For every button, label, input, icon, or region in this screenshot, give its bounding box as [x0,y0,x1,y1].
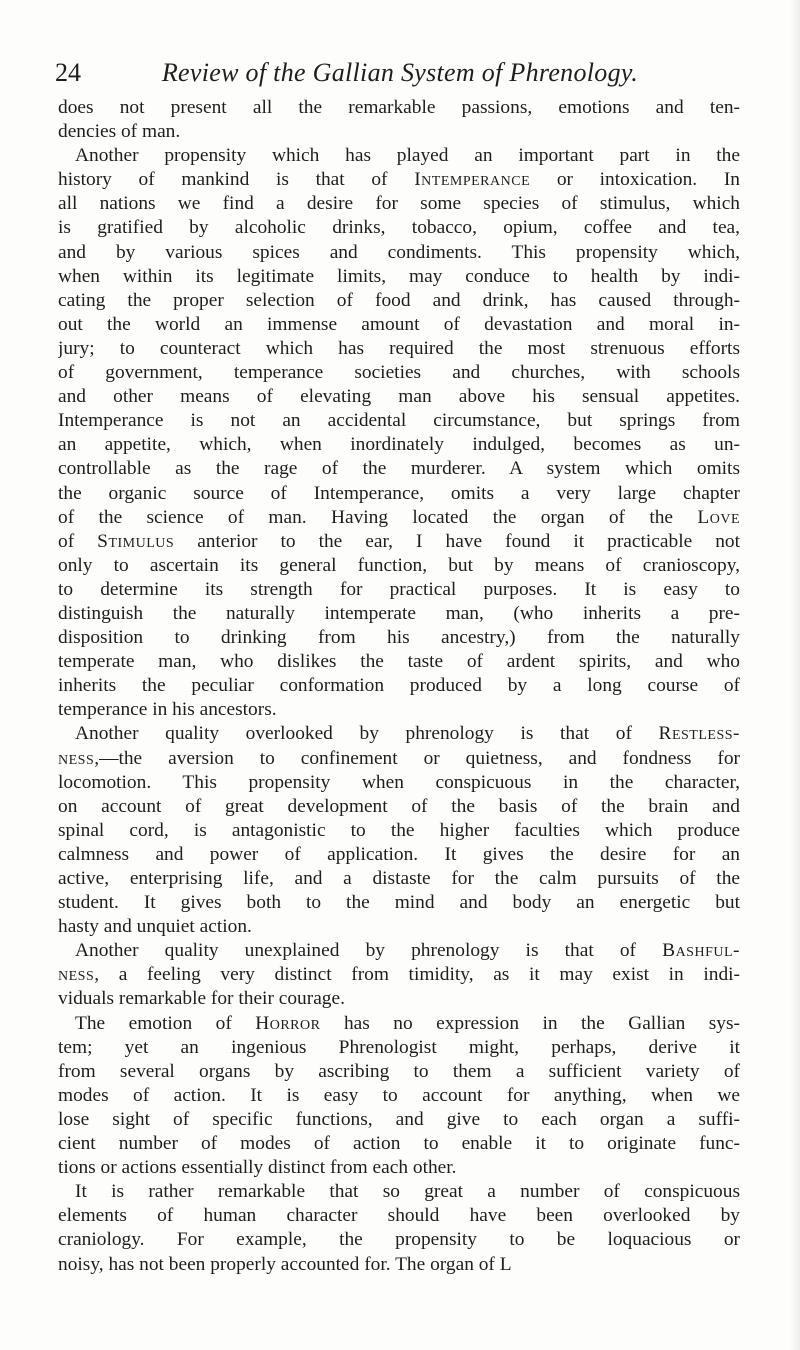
text-line: jury; to counteract which has required the most strenuous efforts [58,337,740,359]
text-line: calmness and power of application. It gives the desire for an [58,843,740,865]
text-line: elements of human character should have been overlooked by [58,1205,740,1227]
text-line: controllable as the rage of the murderer. A system which omits [58,458,740,480]
running-title: Review of the Gallian System of Phrenology. [161,58,639,87]
text-line: out the world an immense amount of devastation and moral in- [58,313,740,335]
text-line: from several organs by ascribing to them a sufficient variety of [58,1060,740,1082]
text-line: tem; yet an ingenious Phrenologist might, perhaps, derive it [58,1036,740,1058]
text-line: to determine its strength for practical purposes. It is easy to [58,578,740,600]
term-restlessness: Restless- [658,723,740,745]
text-run: of the science of man. Having located the organ of the [58,506,698,528]
text-run: has no expression in the Gallian sys- [320,1012,740,1034]
text-line: and other means of elevating man above his sensual appetites. [58,386,740,408]
term-horror: Horror [255,1012,321,1034]
text-line: an appetite, which, when inordinately indulged, becomes as un- [58,434,740,456]
text-line [58,506,740,530]
text-line: student. It gives both to the mind and body an energetic but [58,892,740,914]
text-line: active, enterprising life, and a distaste for the calm pursuits of the [58,868,740,889]
text-run: anterior to the ear, I have found it practicable not [174,530,740,552]
body-text [58,96,740,1277]
text-run: Another quality unexplained by phrenology is that of [75,940,663,962]
text-run: or intoxication. In [530,169,740,191]
text-line [58,722,740,746]
text-line: lose sight of specific functions, and give to each organ a suffi- [58,1108,740,1130]
text-line [58,1012,740,1036]
text-run: ,—the aversion to confinement or quietness, and fondness for [94,747,740,769]
text-run: Another quality overlooked by phrenology is that of [75,723,659,745]
term-intemperance: Intemperance [414,169,531,191]
text-line: dencies of man. [58,121,181,143]
text-line: craniology. For example, the propensity to be loquacious or [58,1229,740,1251]
text-line: locomotion. This propensity when conspicuous in the character, [58,771,740,793]
text-line: and by various spices and condiments. This propensity which, [58,241,740,263]
text-line: cating the proper selection of food and drink, has caused through- [58,289,740,311]
text-line: does not present all the remarkable passions, emotions and ten- [58,97,740,118]
text-line: cient number of modes of action to enable it to originate func- [58,1133,740,1155]
term-restlessness-cont: ness [58,747,95,769]
term-bashfulness-cont: ness [58,964,95,986]
page-edge-shadow [790,0,800,1350]
text-line [58,939,740,963]
text-line: distinguish the naturally intemperate man, (who inherits a pre- [58,602,740,624]
text-line: only to ascertain its general function, but by means of cranioscopy, [58,554,740,576]
text-line: disposition to drinking from his ancestry,) from the naturally [58,627,740,649]
text-line: temperate man, who dislikes the taste of ardent spirits, and who [58,651,740,673]
text-line: the organic source of Intemperance, omits a very large chapter [58,482,740,504]
text-line: of government, temperance societies and churches, with schools [58,362,740,384]
text-run: history of mankind is that of [58,169,415,191]
page-number: 24 [55,58,81,87]
text-run: , a feeling very distinct from timidity, as it may exist in indi- [94,964,740,986]
text-line: tions or actions essentially distinct from each other. [58,1157,457,1179]
text-line: It is rather remarkable that so great a number of conspicuous [75,1181,740,1203]
text-line: on account of great development of the basis of the brain and [58,795,740,817]
text-run: of [58,530,98,552]
text-line: temperance in his ancestors. [58,699,277,721]
term-love: Love [697,506,740,528]
text-line [58,530,740,554]
running-head [55,55,745,91]
text-line [58,747,740,771]
text-line: noisy, has not been properly accounted for. The organ of L [58,1253,512,1275]
text-line: when within its legitimate limits, may conduce to health by indi- [58,265,740,287]
text-run: The emotion of [75,1012,256,1034]
text-line: inherits the peculiar conformation produced by a long course of [58,675,740,697]
text-line: viduals remarkable for their courage. [58,988,345,1010]
term-stimulus: Stimulus [97,530,175,552]
text-line: all nations we find a desire for some species of stimulus, which [58,193,740,215]
text-line [58,168,740,192]
term-bashfulness: Bashful- [662,940,740,962]
text-line [58,963,740,987]
text-line: spinal cord, is antagonistic to the higher faculties which produce [58,819,740,841]
text-line: hasty and unquiet action. [58,916,252,938]
text-line: is gratified by alcoholic drinks, tobacco, opium, coffee and tea, [58,217,740,239]
text-line: modes of action. It is easy to account for anything, when we [58,1084,740,1106]
text-line: Intemperance is not an accidental circumstance, but springs from [58,410,740,432]
text-line: Another propensity which has played an important part in the [75,145,740,167]
